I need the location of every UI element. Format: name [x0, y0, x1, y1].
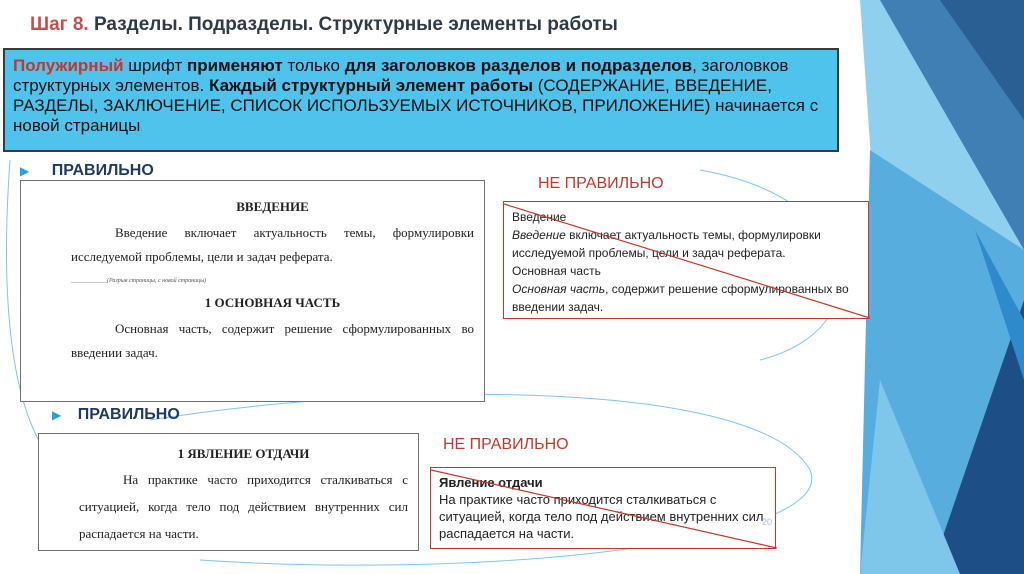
- strike-through-line: [431, 468, 777, 550]
- example-paragraph: Введение включает актуальность темы, формулировки исследуемой проблемы, цели и задач реферата.: [71, 225, 474, 264]
- page-break-note: [71, 269, 474, 287]
- example-heading: ВВЕДЕНИЕ: [236, 199, 309, 214]
- right-label-text: ПРАВИЛЬНО: [51, 162, 154, 179]
- slide-title: [30, 14, 618, 36]
- example-heading: 1 ЯВЛЕНИЕ ОТДАЧИ: [177, 446, 310, 461]
- intro-bold-4: для заголовков разделов и подразделов: [344, 56, 693, 75]
- example-wrong-2: [430, 467, 776, 549]
- note-line: ____________: [71, 278, 107, 284]
- example-paragraph-2: Основная часть, содержит решение сформулированных во введении задач.: [71, 321, 474, 360]
- wrong-line-3: Основная часть: [512, 264, 601, 278]
- intro-text-5: , заголовков структурных элементов.: [13, 56, 789, 95]
- step-number: Шаг 8.: [30, 14, 89, 35]
- example-paragraph: На практике часто приходится сталкиваться с ситуацией, когда тело под действием внутренних сил распадается на части.: [79, 472, 408, 541]
- wrong-paragraph: На практике часто приходится сталкиваться с ситуацией, когда тело под действием внутренних сил распадается на части.: [439, 492, 764, 541]
- wrong-heading: Явление отдачи: [439, 475, 543, 490]
- wrong-rest-2: включает актуальность темы, формулировки исследуемой проблемы, цели и задач реферата.: [512, 228, 821, 260]
- intro-text-7: (СОДЕРЖАНИЕ, ВВЕДЕНИЕ, РАЗДЕЛЫ, ЗАКЛЮЧЕНИЕ, СПИСОК ИСПОЛЬЗУЕМЫХ ИСТОЧНИКОВ, ПРИЛОЖЕНИЕ) начинается с новой страницы: [13, 76, 819, 135]
- wrong-label-1: НЕ ПРАВИЛЬНО: [538, 175, 664, 192]
- intro-text-3: только: [282, 56, 345, 75]
- right-label-text: ПРАВИЛЬНО: [77, 406, 180, 423]
- wrong-rest-4: , содержит решение сформулированных во введении задач.: [512, 282, 849, 314]
- intro-bold-word: Полужирный: [13, 56, 124, 75]
- wrong-line-1: Введение: [512, 210, 567, 224]
- right-label-1: [20, 162, 154, 180]
- intro-rules-box: [3, 48, 839, 152]
- title-text: Разделы. Подразделы. Структурные элементы работы: [93, 14, 618, 35]
- page-number: 20: [762, 517, 773, 527]
- note-text: (Разрыв страницы, с новой страницы): [107, 278, 207, 284]
- example-right-1: [20, 180, 485, 402]
- example-wrong-1: [503, 201, 869, 319]
- intro-bold-2: применяют: [186, 56, 283, 75]
- wrong-italic-2: Введение: [512, 228, 566, 242]
- play-arrow-icon: ▶: [20, 164, 30, 178]
- play-arrow-icon: ▶: [52, 408, 62, 422]
- wrong-label-2: НЕ ПРАВИЛЬНО: [443, 436, 569, 453]
- right-label-2: [52, 406, 180, 424]
- wrong-italic-4: Основная часть: [512, 282, 606, 296]
- strike-through-line: [504, 202, 870, 320]
- example-heading-2: 1 ОСНОВНАЯ ЧАСТЬ: [204, 295, 341, 310]
- intro-bold-6: Каждый структурный элемент работы: [208, 76, 534, 95]
- example-right-2: [38, 433, 419, 551]
- intro-text-1: шрифт: [123, 56, 187, 75]
